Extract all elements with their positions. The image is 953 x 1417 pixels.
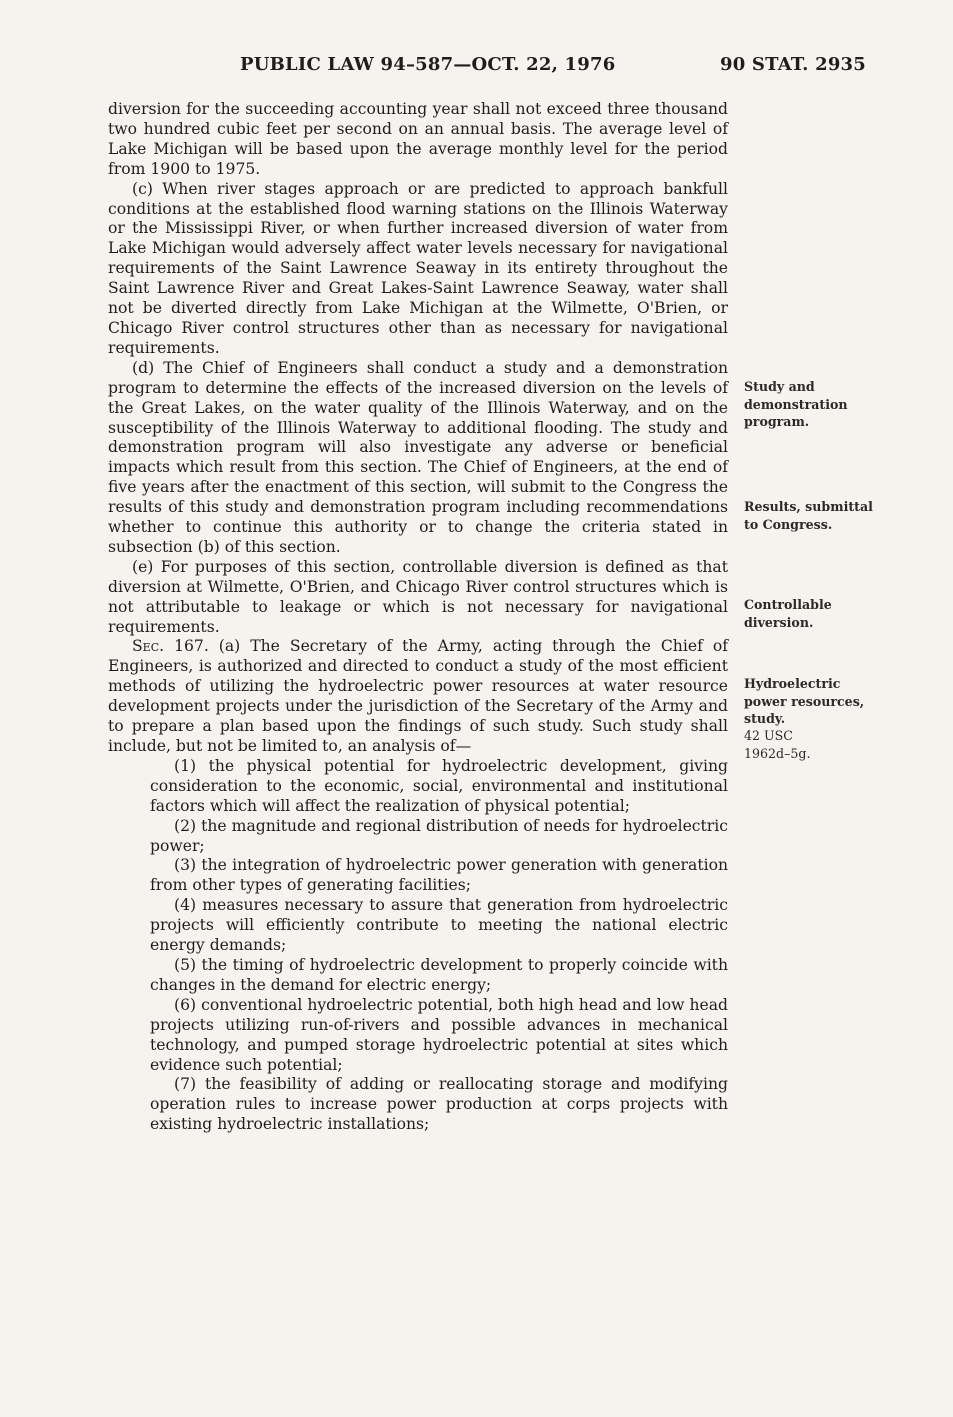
list-item-2: (2) the magnitude and regional distribution of needs for hydroelectric power; xyxy=(150,816,728,855)
paragraph-d: (d) The Chief of Engineers shall conduct a study and a demonstration program to determine the effects of the increased diversion on the levels of the Great Lakes, on the water quality of the Illinois Waterway, and on the susceptibility of the Illinois Waterway to additional flooding. The study and demonstration program will also investigate any adverse or beneficial impacts which result from this section. The Chief of Engineers, at the end of five years after the enactment of this section, will submit to the Congress the results of this study and demonstration program including recommendations whether to continue this authority or to change the criteria stated in subsection (b) of this section. xyxy=(108,358,728,556)
paragraph-c: (c) When river stages approach or are predicted to approach bankfull conditions at the established flood warning stations on the Illinois Waterway or the Mississippi River, or when further increased diversion of water from Lake Michigan would adversely affect water levels necessary for navigational requirements of the Saint Lawrence Seaway in its entirety throughout the Saint Lawrence River and Great Lakes-Saint Lawrence Seaway, water shall not be diverted directly from Lake Michigan at the Wilmette, O'Brien, or Chicago River control structures other than as necessary for navigational requirements. xyxy=(108,179,728,357)
list-item-7: (7) the feasibility of adding or reallocating storage and modifying operation rules to increase power production at corps projects with existing hydroelectric installations; xyxy=(150,1075,728,1134)
margin-note-usc-citation: 42 USC 1962d–5g. xyxy=(744,728,811,761)
margin-note-controllable: Controllable diversion. xyxy=(744,597,832,630)
list-item-3: (3) the integration of hydroelectric power generation with generation from other types of generating facilities; xyxy=(150,856,728,895)
statute-page-number: 90 STAT. 2935 xyxy=(719,54,866,75)
paragraph-continuation: diversion for the succeeding accounting year shall not exceed three thousand two hundred cubic feet per second on an annual basis. The average level of Lake Michigan will be based upon the average monthly level for the period from 1900 to 1975. xyxy=(108,100,728,178)
margin-note-study: Study and demonstration program. xyxy=(744,379,848,429)
body-text xyxy=(108,100,728,1135)
paragraph-e: (e) For purposes of this section, controllable diversion is defined as that diversion at Wilmette, O'Brien, and Chicago River control structures which is not attributable to leakage or which is not necessary for navigational requirements. xyxy=(108,557,728,636)
section-167-paragraph xyxy=(108,637,728,756)
section-label: Sec. 167. xyxy=(132,637,209,656)
list-item-1: (1) the physical potential for hydroelectric development, giving consideration to the economic, social, environmental and institutional factors which will affect the realization of physical potential; xyxy=(150,756,728,815)
section-167-text: (a) The Secretary of the Army, acting through the Chief of Engineers, is authorized and directed to conduct a study of the most efficient methods of utilizing the hydroelectric power resources at water resource development projects under the jurisdiction of the Secretary of the Army and to prepare a plan based upon the findings of such study. Such study shall include, but not be limited to, an analysis of— xyxy=(108,637,728,755)
margin-note-hydroelectric: Hydroelectric power resources, study. xyxy=(744,676,865,726)
law-title: PUBLIC LAW 94–587—OCT. 22, 1976 xyxy=(240,54,616,75)
list-item-6: (6) conventional hydroelectric potential, both high head and low head projects utilizing run-of-rivers and possible advances in mechanical technology, and pumped storage hydroelectric potential at sites which evidence such potential; xyxy=(150,995,728,1074)
margin-note-results: Results, submittal to Congress. xyxy=(744,499,873,532)
list-item-5: (5) the timing of hydroelectric development to properly coincide with changes in the demand for electric energy; xyxy=(150,955,728,994)
list-item-4: (4) measures necessary to assure that generation from hydroelectric projects will efficiently contribute to meeting the national electric energy demands; xyxy=(150,896,728,955)
